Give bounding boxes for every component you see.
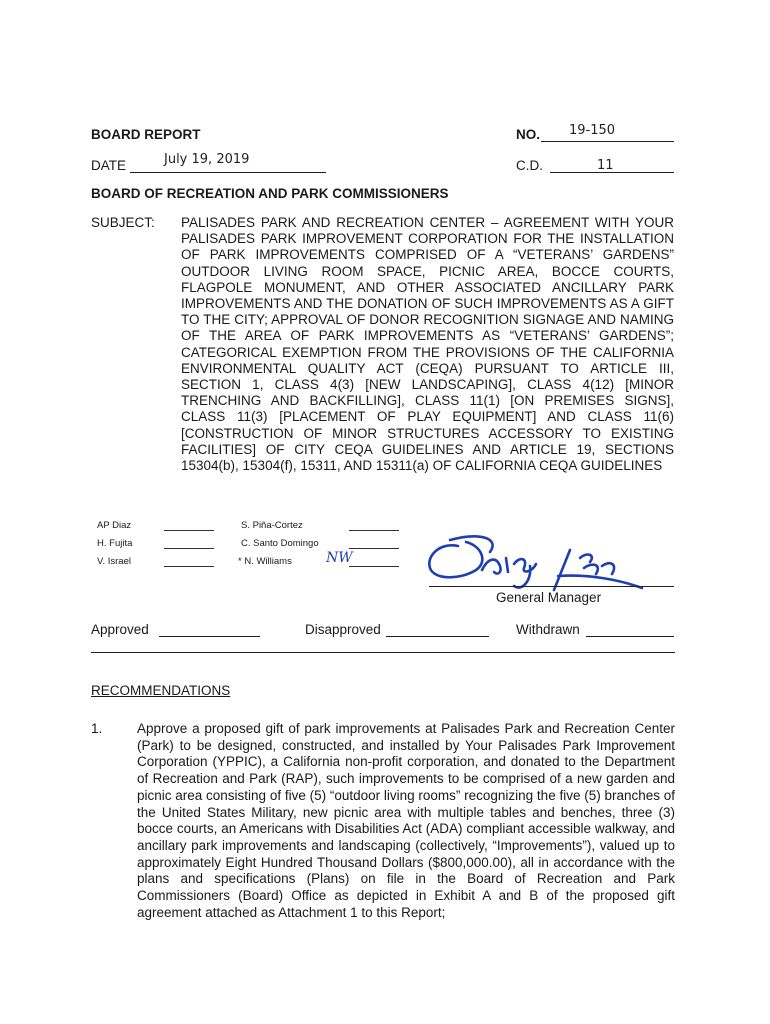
report-number-value: 19-150 (569, 123, 616, 138)
report-title: BOARD REPORT (91, 127, 201, 142)
disapproved-label: Disapproved (305, 622, 381, 637)
initial-blank (349, 530, 399, 531)
recommendation-number: 1. (91, 721, 103, 736)
council-district-value: 11 (597, 158, 614, 173)
section-divider (91, 652, 675, 653)
subject-text: PALISADES PARK AND RECREATION CENTER – AGREEMENT WITH YOUR PALISADES PARK IMPROVEMENT CORPORATION FOR THE INSTALLATION OF PARK IMPROVEMENTS COMPRISED OF A “VETERANS’ GARDENS” OUTDOOR LIVING ROOM SPACE, PICNIC AREA, BOCCE COURTS, FLAGPOLE MONUMENT, AND OTHER ASSOCIATED ANCILLARY PARK IMPROVEMENTS AND THE DONATION OF SUCH IMPROVEMENTS AS A GIFT TO THE CITY; APPROVAL OF DONOR RECOGNITION SIGNAGE AND NAMING OF THE AREA OF PARK IMPROVEMENTS AS “VETERANS’ GARDENS”; CATEGORICAL EXEMPTION FROM THE PROVISIONS OF THE CALIFORNIA ENVIRONMENTAL QUALITY ACT (CEQA) PURSUANT TO ARTICLE III, SECTION 1, CLASS 4(3) [NEW LANDSCAPING], CLASS 4(12) [MINOR TRENCHING AND BACKFILLING], CLASS 11(1) [ON PREMISES SIGNS], CLASS 11(3) [PLACEMENT OF PLAY EQUIPMENT] AND CLASS 11(6) [CONSTRUCTION OF MINOR STRUCTURES ACCESSORY TO EXISTING FACILITIES] OF CITY CEQA GUIDELINES AND ARTICLE 19, SECTIONS 15304(b), 15304(f), 15311, AND 15311(a) OF CALIFORNIA CEQA GUIDELINES (181, 215, 674, 474)
commissioner-name: H. Fujita (97, 538, 133, 549)
recommendation-text: Approve a proposed gift of park improvements at Palisades Park and Recreation Center (Park) to be designed, constructed, and installed by Your Palisades Park Improvement Corporation (YPPIC), a California non-profit corporation, and donated to the Department of Recreation and Park (RAP), such improvements to be comprised of a new garden and picnic area consisting of five (5) “outdoor living rooms” recognizing the five (5) branches of the United States Military, new picnic area with multiple tables and benches, three (3) bocce courts, an Americans with Disabilities Act (ADA) compliant accessible walkway, and ancillary park improvements and landscaping (collectively, “Improvements”), valued up to approximately Eight Hundred Thousand Dollars ($800,000.00), all in accordance with the plans and specifications (Plans) on file in the Board of Recreation and Park Commissioners (Board) Office as depicted in Exhibit A and B of the proposed gift agreement attached as Attachment 1 to this Report; (137, 721, 676, 920)
council-district-label: C.D. (516, 158, 543, 173)
approved-label: Approved (91, 622, 149, 637)
initial-blank (164, 548, 214, 549)
initial-blank (164, 566, 214, 567)
commissioner-name: S. Piña-Cortez (241, 520, 303, 531)
subject-label: SUBJECT: (91, 215, 155, 230)
commissioner-name: AP Diaz (97, 520, 132, 531)
report-number-label: NO. (516, 127, 541, 142)
withdrawn-blank (586, 636, 674, 637)
report-number-underline (541, 141, 674, 142)
date-underline (130, 172, 326, 173)
approved-blank (159, 636, 260, 637)
commissioner-name: * N. Williams (238, 556, 292, 567)
signature-title: General Manager (496, 590, 602, 605)
initial-blank (349, 548, 399, 549)
handwritten-initials: NW (326, 550, 353, 566)
commissioner-name: C. Santo Domingo (241, 538, 319, 549)
commissioner-name: V. Israel (97, 556, 131, 567)
initial-blank (164, 530, 214, 531)
recommendations-heading: RECOMMENDATIONS (91, 683, 231, 698)
board-name: BOARD OF RECREATION AND PARK COMMISSIONERS (91, 186, 449, 201)
date-label: DATE (91, 158, 127, 173)
disapproved-blank (386, 636, 489, 637)
date-value: July 19, 2019 (164, 152, 250, 167)
initial-blank (349, 566, 399, 567)
withdrawn-label: Withdrawn (516, 622, 580, 637)
signature-line (429, 586, 674, 587)
